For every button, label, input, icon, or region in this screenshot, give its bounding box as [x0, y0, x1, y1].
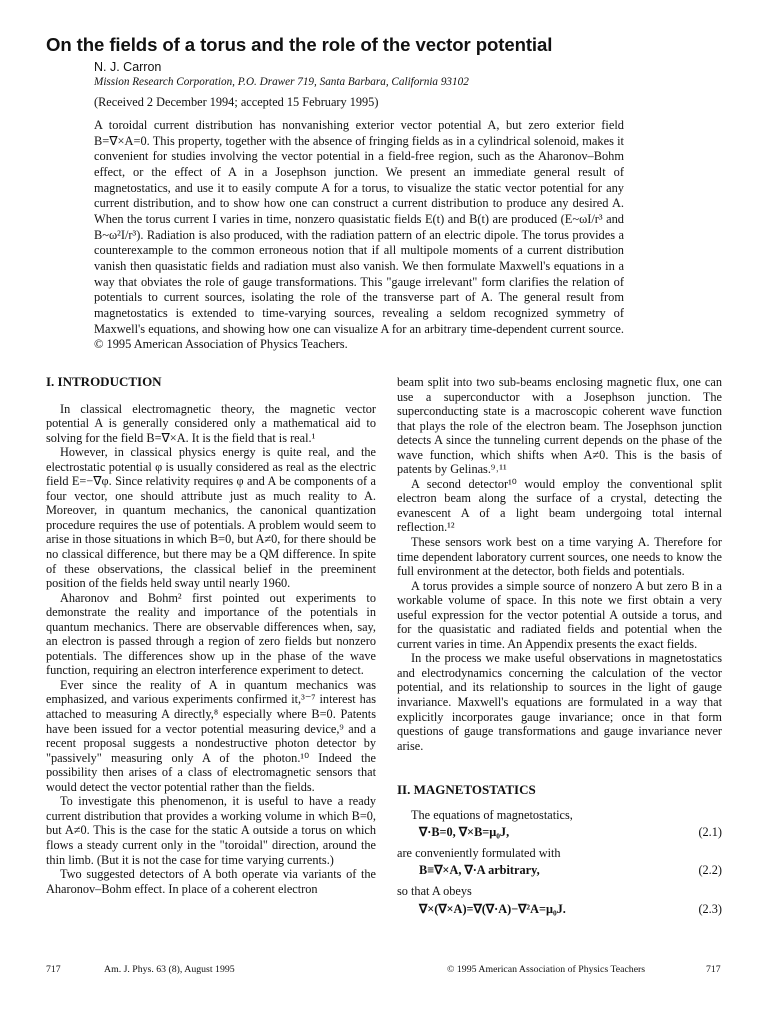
section-heading-magnetostatics: II. MAGNETOSTATICS: [397, 782, 536, 798]
intro-paragraph: In the process we make useful observations in magnetostatics and electrodynamics concerning the calculation of the vector potential, and its relationship to sources in the light of gauge invariance. Maxwell's equations are formulated in a way that explicitly incorporates gauge invariance; once in that form questions of gauge transformations and gauge invariance never arise.: [397, 651, 722, 753]
intro-paragraph: A second detector¹⁰ would employ the conventional split electron beam along the surface of a crystal, detecting the evanescent A of a light beam undergoing total internal reflection.¹²: [397, 476, 722, 535]
equation-2-1: [397, 825, 722, 840]
intro-paragraph: A torus provides a simple source of nonzero A but zero B in a workable volume of space. In this note we first obtain a very useful expression for the vector potential A outside a torus, and for the quasistatic and radiated fields and potential when the current varies in time. An Appendix presents the exact fields.: [397, 578, 722, 651]
author-name: N. J. Carron: [94, 60, 162, 74]
equation-number: (2.3): [698, 901, 722, 916]
equation-2-2: [397, 863, 722, 878]
author-affiliation: Mission Research Corporation, P.O. Drawer 719, Santa Barbara, California 93102: [94, 76, 469, 88]
intro-paragraph: However, in classical physics energy is quite real, and the electrostatic potential φ is usually considered as real as the electric field E=−∇φ. Since relativity requires φ and A be components of a four vector, one should attribute just as much reality to A. Moreover, in quantum mechanics, the canonical quantization procedure requires the use of potentials. A problem would seem to arise in those situations in which B=0, but A≠0, for there should be no classical difference, but there may be a QM difference. In spite of these observations, the classical belief in the preeminent position of the fields held sway until nearly 1960.: [46, 445, 376, 591]
magnetostatics-text: so that A obeys: [397, 883, 472, 898]
intro-continued-paragraph: beam split into two sub-beams enclosing magnetic flux, one can use a superconductor with a Josephson junction. The superconducting state is a macroscopic coherent wave function that plays the role of the electron beam. The Josephson junction detects A since the tunneling current depends on the phase of the wave function, which shifts when A≠0. This is the basis of patents by Gelinas.⁹˒¹¹: [397, 375, 722, 477]
abstract: A toroidal current distribution has nonvanishing exterior vector potential A, but zero exterior field B=∇×A=0. This property, together with the absence of fringing fields as in a cylindrical solenoid, makes it convenient for studies involving the vector potential in a field-free region, such as the Aharonov–Bohm effect, or the effect of A in a Josephson junction. We present an immediate general result of magnetostatics, and use it to easily compute A for a torus, to visualize the static vector potential for any current distribution, and to show how one can construct a current distribution to produce any desired A. When the torus current I varies in time, nonzero quasistatic fields E(t) and B(t) are produced (E~ωI/r³ and B~ω²I/r³). Radiation is also produced, with the radiation pattern of an electric dipole. The torus provides a counterexample to the common erroneous notion that if all multipole moments of a current distribution vanish then quasistatic fields and radiation must also vanish. We then formulate Maxwell's equations in a way that obviates the role of gauge transformations. This "gauge irrelevant" form clarifies the relation of potentials to current sources, isolating the role of the transverse part of A. The general result from magnetostatics is extended to time-varying sources, revealing a seldom recognized symmetry of Maxwell's equations, and showing how one can visualize A for an arbitrary time-dependent current source. © 1995 American Association of Physics Teachers.: [94, 118, 624, 352]
intro-paragraph: Two suggested detectors of A both operate via variants of the Aharonov–Bohm effect. In place of a coherent electron: [46, 867, 376, 896]
equation-body: ∇×(∇×A)=∇(∇·A)−∇²A=μ₀J.: [419, 901, 566, 916]
magnetostatics-text: The equations of magnetostatics,: [411, 807, 573, 822]
left-column: [46, 375, 376, 896]
equation-body: B≡∇×A, ∇·A arbitrary,: [419, 863, 540, 878]
section-heading-introduction: I. INTRODUCTION: [46, 374, 162, 389]
footer-copyright: © 1995 American Association of Physics Teachers: [447, 964, 646, 975]
equation-number: (2.2): [698, 863, 722, 878]
equation-body: ∇·B=0, ∇×B=μ₀J,: [419, 825, 510, 840]
right-column: [397, 375, 722, 922]
intro-paragraph: Ever since the reality of A in quantum mechanics was emphasized, and various experiments confirmed it,³⁻⁷ interest has attached to measuring A directly,⁸ especially where B=0. Patents have been issued for a vector potential measuring device,⁹ and a recent proposal suggests a nondestructive photon detector by "passively" measuring only A of the photon.¹⁰ Indeed the possibility then arises of a class of electromagnetic sensors that would detect the vector potential rather than the fields.: [46, 677, 376, 794]
intro-paragraph: These sensors work best on a time varying A. Therefore for time dependent laboratory current sources, one needs to know the full environment at the detector, both fields and potentials.: [397, 535, 722, 579]
intro-paragraph: Aharonov and Bohm² first pointed out experiments to demonstrate the reality and importance of the potentials in quantum mechanics. There are observable differences when, say, an electron is passed through a region of zero fields but nonzero potentials. The differences show up in the phase of the wave function, requiring an electron interference experiment to detect.: [46, 590, 376, 678]
footer-page-number-right: 717: [706, 964, 721, 975]
equation-number: (2.1): [698, 825, 722, 840]
paper-title: On the fields of a torus and the role of the vector potential: [46, 34, 553, 55]
equation-2-3: [397, 902, 722, 917]
footer-page-number-left: 717: [46, 964, 61, 975]
intro-paragraph: In classical electromagnetic theory, the magnetic vector potential A is generally considered only a mathematical aid to solving for the field B=∇×A. It is the field that is real.¹: [46, 401, 376, 445]
footer-journal-citation: Am. J. Phys. 63 (8), August 1995: [104, 964, 235, 975]
intro-paragraph: To investigate this phenomenon, it is useful to have a ready current distribution that provides a working volume in which B=0, but A≠0. This is the case for the static A outside a torus on which flows a steady current only in the "toroidal" direction, around the thin limb. (But it is not the case for time varying currents.): [46, 794, 376, 867]
received-dates: (Received 2 December 1994; accepted 15 February 1995): [94, 95, 379, 109]
magnetostatics-text: are conveniently formulated with: [397, 845, 561, 860]
